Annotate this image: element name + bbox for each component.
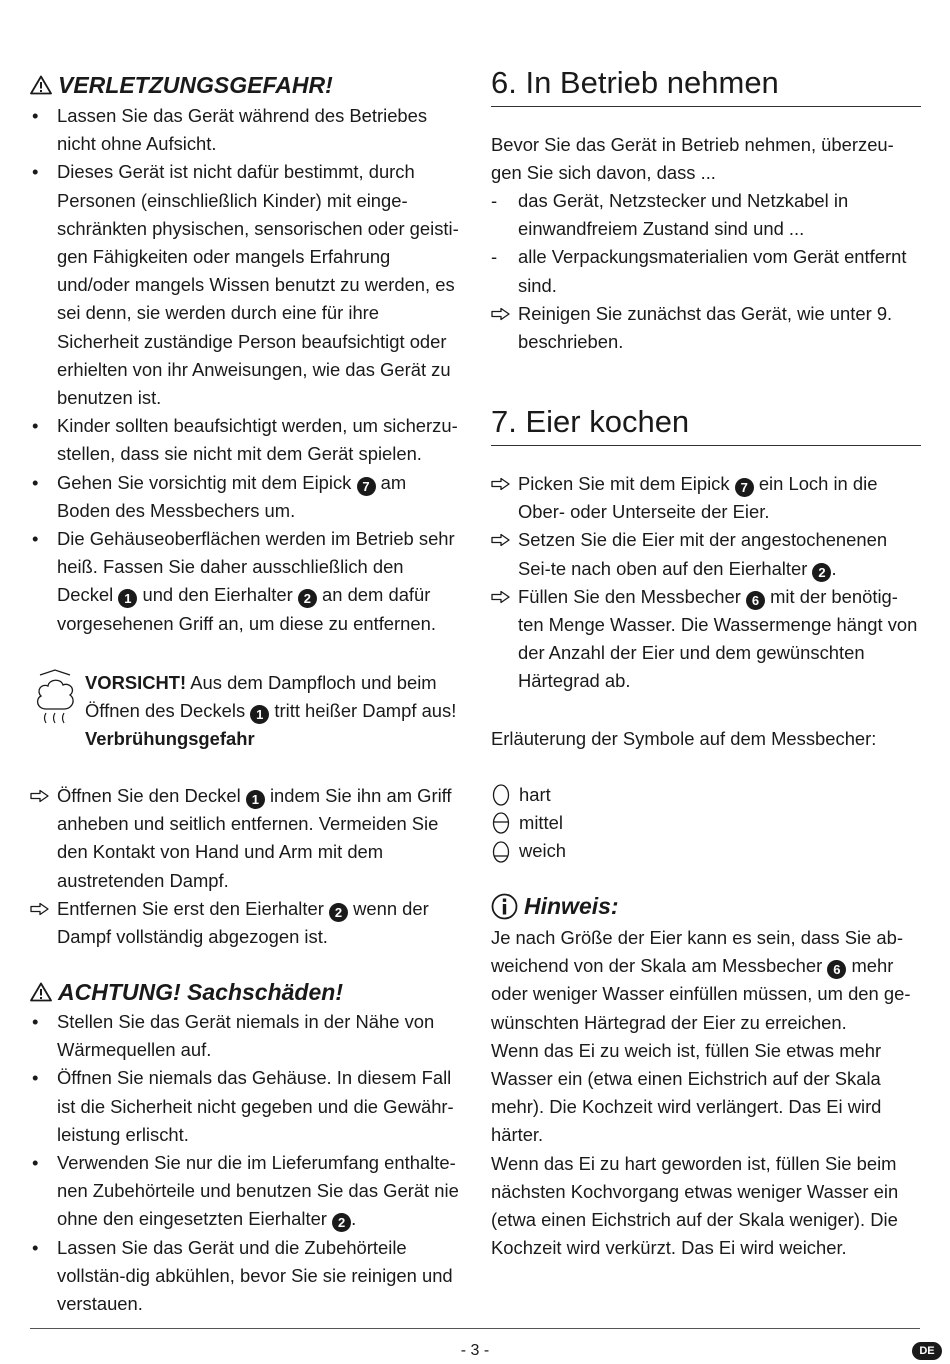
part-number-badge: 2 xyxy=(329,903,348,922)
section-6-heading: 6. In Betrieb nehmen xyxy=(491,64,921,107)
list-item: • Die Gehäuseoberflächen werden im Betrieb sehr heiß. Fassen Sie daher ausschließlich den Deckel 1 und den Eierhalter 2 an dem dafür vorgesehenen Griff an, um diese zu entfernen. xyxy=(30,525,460,638)
list-item: • Kinder sollten beaufsichtigt werden, um sicherzu-stellen, dass sie nicht mit dem Gerät spielen. xyxy=(30,412,460,468)
hint-heading xyxy=(491,891,921,921)
part-number-badge: 6 xyxy=(746,591,765,610)
warning-triangle-icon xyxy=(30,75,52,95)
caution-block xyxy=(30,669,460,754)
arrow-right-icon xyxy=(30,902,50,916)
symbol-medium: mittel xyxy=(491,809,921,837)
hint-paragraph: Je nach Größe der Eier kann es sein, dass Sie ab-weichend von der Skala am Messbecher 6 mehr oder weniger Wasser einfüllen müssen, um den ge-wünschten Härtegrad der Eier zu erreichen. xyxy=(491,927,911,1033)
property-damage-title: ACHTUNG! Sachschäden! xyxy=(58,979,343,1005)
language-badge: DE xyxy=(912,1342,942,1360)
part-number-badge: 7 xyxy=(735,478,754,497)
arrow-right-icon xyxy=(491,477,511,491)
list-item: • Lassen Sie das Gerät und die Zubehörteile vollstän-dig abkühlen, bevor Sie sie reinigen und verstauen. xyxy=(30,1234,460,1319)
arrow-right-icon xyxy=(491,590,511,604)
caution-text: VORSICHT! Aus dem Dampfloch und beim Öffnen des Deckels 1 tritt heißer Dampf aus! Verbrühungsgefahr xyxy=(85,672,457,750)
part-number-badge: 7 xyxy=(357,477,376,496)
injury-warning-heading xyxy=(30,70,460,100)
hot-steam-icon xyxy=(32,669,78,725)
hint-paragraph: Wenn das Ei zu hart geworden ist, füllen Sie beim nächsten Kochvorgang etwas weniger Wasser ein (etwa einen Eichstrich auf der Skala weniger). Die Kochzeit wird verkürzt. Das Ei wird weicher. xyxy=(491,1152,899,1259)
list-item: • Verwenden Sie nur die im Lieferumfang enthalte-nen Zubehörteile und benutzen Sie das Gerät nie ohne den eingesetzten Eierhalter 2 . xyxy=(30,1149,460,1234)
list-item: • Gehen Sie vorsichtig mit dem Eipick 7 am Boden des Messbechers um. xyxy=(30,469,460,525)
symbol-hard: hart xyxy=(491,781,921,809)
egg-hard-icon xyxy=(491,783,511,807)
footer-divider xyxy=(30,1328,920,1329)
injury-warning-list xyxy=(30,102,460,638)
arrow-right-icon xyxy=(491,533,511,547)
symbol-soft: weich xyxy=(491,837,921,865)
warning-triangle-icon xyxy=(30,982,52,1002)
section-6-intro: Bevor Sie das Gerät in Betrieb nehmen, überzeu-gen Sie sich davon, dass ... xyxy=(491,134,894,184)
part-number-badge: 1 xyxy=(118,589,137,608)
section-6-checklist xyxy=(491,187,921,356)
list-item: - das Gerät, Netzstecker und Netzkabel in einwandfreiem Zustand sind und ... xyxy=(491,190,849,240)
section-7-steps xyxy=(491,470,921,696)
part-number-badge: 2 xyxy=(812,563,831,582)
part-number-badge: 2 xyxy=(332,1213,351,1232)
part-number-badge: 1 xyxy=(246,790,265,809)
part-number-badge: 1 xyxy=(250,705,269,724)
part-number-badge: 6 xyxy=(827,960,846,979)
list-item: • Öffnen Sie niemals das Gehäuse. In diesem Fall ist die Sicherheit nicht gegeben und die Gewähr-leistung erlischt. xyxy=(30,1064,460,1149)
step-item: Reinigen Sie zunächst das Gerät, wie unter 9. beschrieben. xyxy=(491,300,921,356)
part-number-badge: 2 xyxy=(298,589,317,608)
property-damage-list xyxy=(30,1008,460,1318)
hint-title: Hinweis: xyxy=(524,893,619,919)
section-7-heading: 7. Eier kochen xyxy=(491,403,921,446)
list-item: • Stellen Sie das Gerät niemals in der Nähe von Wärmequellen auf. xyxy=(30,1008,460,1064)
symbol-legend xyxy=(491,781,921,866)
list-item: - alle Verpackungsmaterialien vom Gerät entfernt sind. xyxy=(491,246,907,296)
hint-paragraph: Wenn das Ei zu weich ist, füllen Sie etwas mehr Wasser ein (etwa einen Eichstrich auf der Skala mehr). Die Kochzeit wird verlängert. Das Ei wird härter. xyxy=(491,1039,882,1146)
step-item: Entfernen Sie erst den Eierhalter 2 wenn der Dampf vollständig abgezogen ist. xyxy=(30,895,460,951)
property-damage-heading xyxy=(30,977,460,1007)
list-item: • Dieses Gerät ist nicht dafür bestimmt, durch Personen (einschließlich Kinder) mit einge-schränkten physischen, sensorischen oder geisti-gen Fähigkeiten oder mangels Erfahrung und/oder mangels Wissen benutzt zu werden, es sei denn, sie werden durch eine für ihre Sicherheit zuständige Person beaufsichtigt oder erhielten von ihr Anweisungen, wie das Gerät zu benutzen ist. xyxy=(30,158,460,412)
injury-warning-title: VERLETZUNGSGEFAHR! xyxy=(58,72,333,98)
arrow-right-icon xyxy=(491,307,511,321)
steam-steps xyxy=(30,782,460,951)
step-item: Öffnen Sie den Deckel 1 indem Sie ihn am Griff anheben und seitlich entfernen. Vermeiden Sie den Kontakt von Hand und Arm mit dem austretenden Dampf. xyxy=(30,782,460,895)
info-icon xyxy=(491,893,518,920)
list-item: • Lassen Sie das Gerät während des Betriebes nicht ohne Aufsicht. xyxy=(30,102,460,158)
step-item: Füllen Sie den Messbecher 6 mit der benötig-ten Menge Wasser. Die Wassermenge hängt von der Anzahl der Eier und dem gewünschten Härtegrad ab. xyxy=(491,583,921,696)
page-number: - 3 - xyxy=(460,1342,490,1359)
step-item: Setzen Sie die Eier mit der angestochenenen Sei-te nach oben auf den Eierhalter 2 . xyxy=(491,526,921,582)
step-item: Picken Sie mit dem Eipick 7 ein Loch in die Ober- oder Unterseite der Eier. xyxy=(491,470,921,526)
egg-soft-icon xyxy=(491,840,511,864)
arrow-right-icon xyxy=(30,789,50,803)
egg-medium-icon xyxy=(491,811,511,835)
symbols-intro: Erläuterung der Symbole auf dem Messbecher: xyxy=(491,728,877,749)
hint-body xyxy=(491,924,921,1262)
